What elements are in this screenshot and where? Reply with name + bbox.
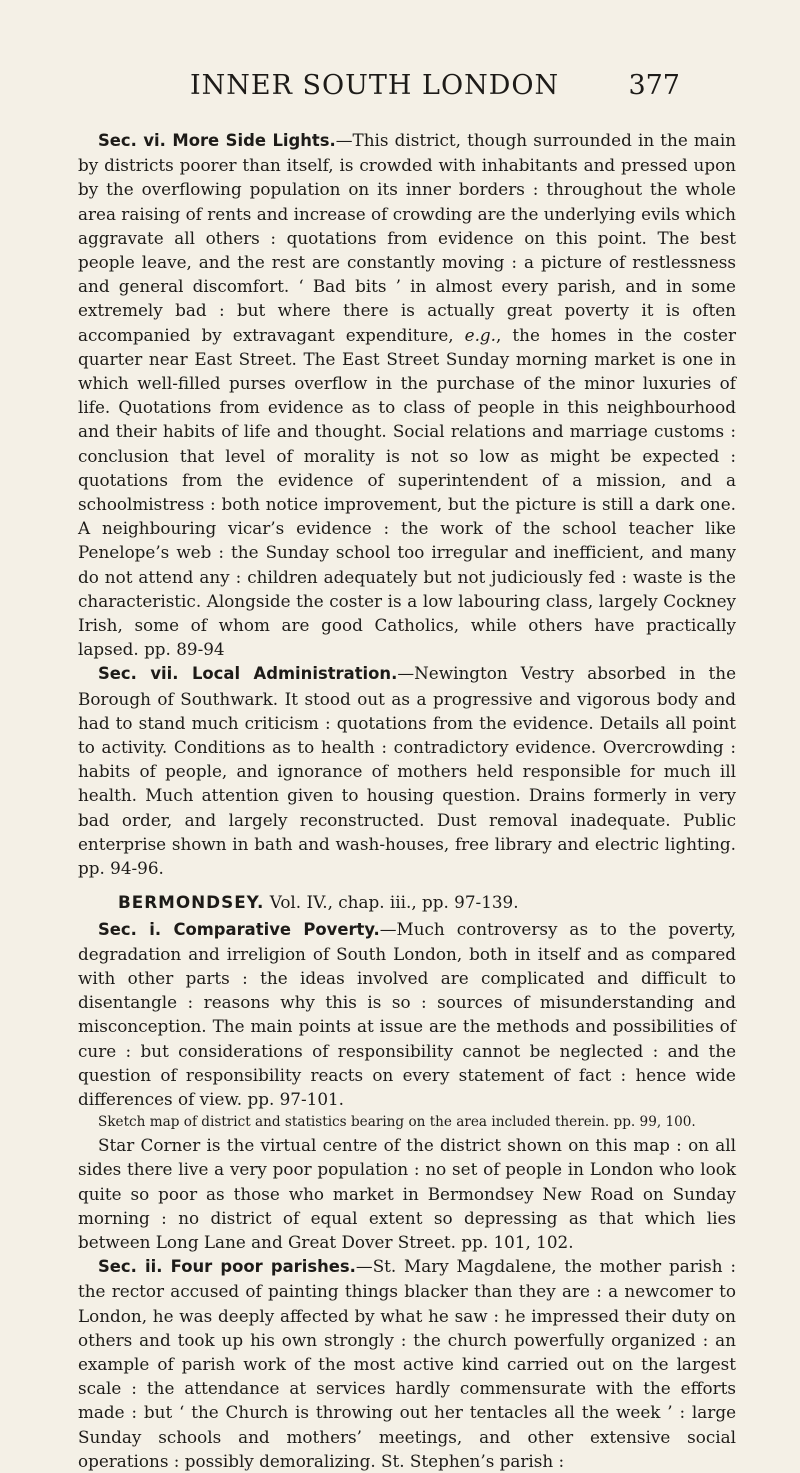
page-number: 377 bbox=[628, 70, 680, 101]
section-vi-paragraph bbox=[78, 128, 736, 661]
section-i-text: —Much controversy as to the poverty, degradation and irreligion of South London, both in itself and as compared with other parts : the ideas involved are complicated and difficult to disentangle : reasons why this is so : sources of misunderstanding and misconception. The main points at issue are the methods and possibilities of cure : but considerations of responsibility cannot be neglected : and the question of responsibility reacts on every statement of fact : hence wide differences of view. pp. 97-101. bbox=[78, 918, 736, 1109]
chapter-name: BERMONDSEY. bbox=[118, 892, 265, 913]
section-vii-paragraph bbox=[78, 661, 736, 880]
section-vi-text-2: , the homes in the coster quarter near East Street. The East Street Sunday morning market is one in which well-filled purses overflow in the purchase of the minor luxuries of life. Quotations from evidence as to class of people in this neighbourhood and their habits of life and thought. Social relations and marriage customs : conclusion that level of morality is not so low as might be expected : quotations from the evidence of superintendent of a mission, and a schoolmistress : both notice improvement, but the picture is still a dark one. A neighbouring vicar’s evidence : the work of the school teacher like Penelope’s web : the Sunday school too irregular and inefficient, and many do not attend any : children adequately but not judiciously fed : waste is the characteristic. Alongside the coster is a low labouring class, largely Cockney Irish, some of whom are good Catholics, while others have practically lapsed. pp. 89-94 bbox=[78, 324, 736, 660]
running-title: INNER SOUTH LONDON bbox=[190, 70, 560, 101]
section-i-heading: Sec. i. Comparative Poverty. bbox=[98, 919, 380, 939]
section-ii-text: —St. Mary Magdalene, the mother parish : the rector accused of painting things blacker than they are : a newcomer to London, he was deeply affected by what he saw : he impressed their duty on others and took up his own strongly : the church powerfully organized : an example of parish work of the most active kind carried out on the largest scale : the attendance at services hardly commensurate with the efforts made : but ‘ the Church is throwing out her tentacles all the week ’ : large Sunday schools and mothers’ meetings, and other extensive social operations : possibly demoralizing. St. Stephen’s parish : bbox=[78, 1256, 736, 1471]
section-i-paragraph bbox=[78, 917, 736, 1112]
section-vii-heading: Sec. vii. Local Administration. bbox=[98, 664, 398, 684]
section-vi-heading: Sec. vi. More Side Lights. bbox=[98, 131, 336, 150]
chapter-reference: Vol. IV., chap. iii., pp. 97-139. bbox=[264, 892, 519, 913]
chapter-heading bbox=[78, 890, 736, 914]
body-text bbox=[78, 128, 736, 1473]
star-corner-paragraph: Star Corner is the virtual centre of the district shown on this map : on all sides there live a very poor population : no set of people in London who look quite so poor as those who market in Bermondsey New Road on Sunday morning : no district of equal extent so depressing as that which lies between Long Lane and Great Dover Street. pp. 101, 102. bbox=[78, 1135, 736, 1252]
page-header bbox=[120, 70, 680, 110]
section-ii-heading: Sec. ii. Four poor parishes. bbox=[98, 1257, 356, 1277]
section-vi-text-1: —This district, though surrounded in the main by districts poorer than itself, is crowded with inhabitants and pressed upon by the overflowing population on its inner borders : throughout the whole area raising of rents and increase of crowding are the underlying evils which aggravate all others : quotations from evidence on this point. The best people leave, and the rest are constantly moving : a picture of restlessness and general discomfort. ‘ Bad bits ’ in almost every parish, and in some extremely bad : but where there is actually great poverty it is often accompanied by extravagant expenditure, bbox=[78, 130, 736, 345]
section-vii-text: —Newington Vestry absorbed in the Borough of Southwark. It stood out as a progressive and vigorous body and had to stand much criticism : quotations from the evidence. Details all point to activity. Conditions as to health : contradictory evidence. Overcrowding : habits of people, and ignorance of mothers held responsible for much ill health. Much attention given to housing question. Drains formerly in very bad order, and largely reconstructed. Dust removal inadequate. Public enterprise shown in bath and wash-houses, free library and electric lighting. pp. 94-96. bbox=[78, 663, 737, 879]
section-vi-eg: e.g. bbox=[464, 324, 497, 345]
sketch-map-note: Sketch map of district and statistics bearing on the area included therein. pp. 99, 100. bbox=[98, 1114, 696, 1131]
section-ii-paragraph bbox=[78, 1254, 736, 1473]
